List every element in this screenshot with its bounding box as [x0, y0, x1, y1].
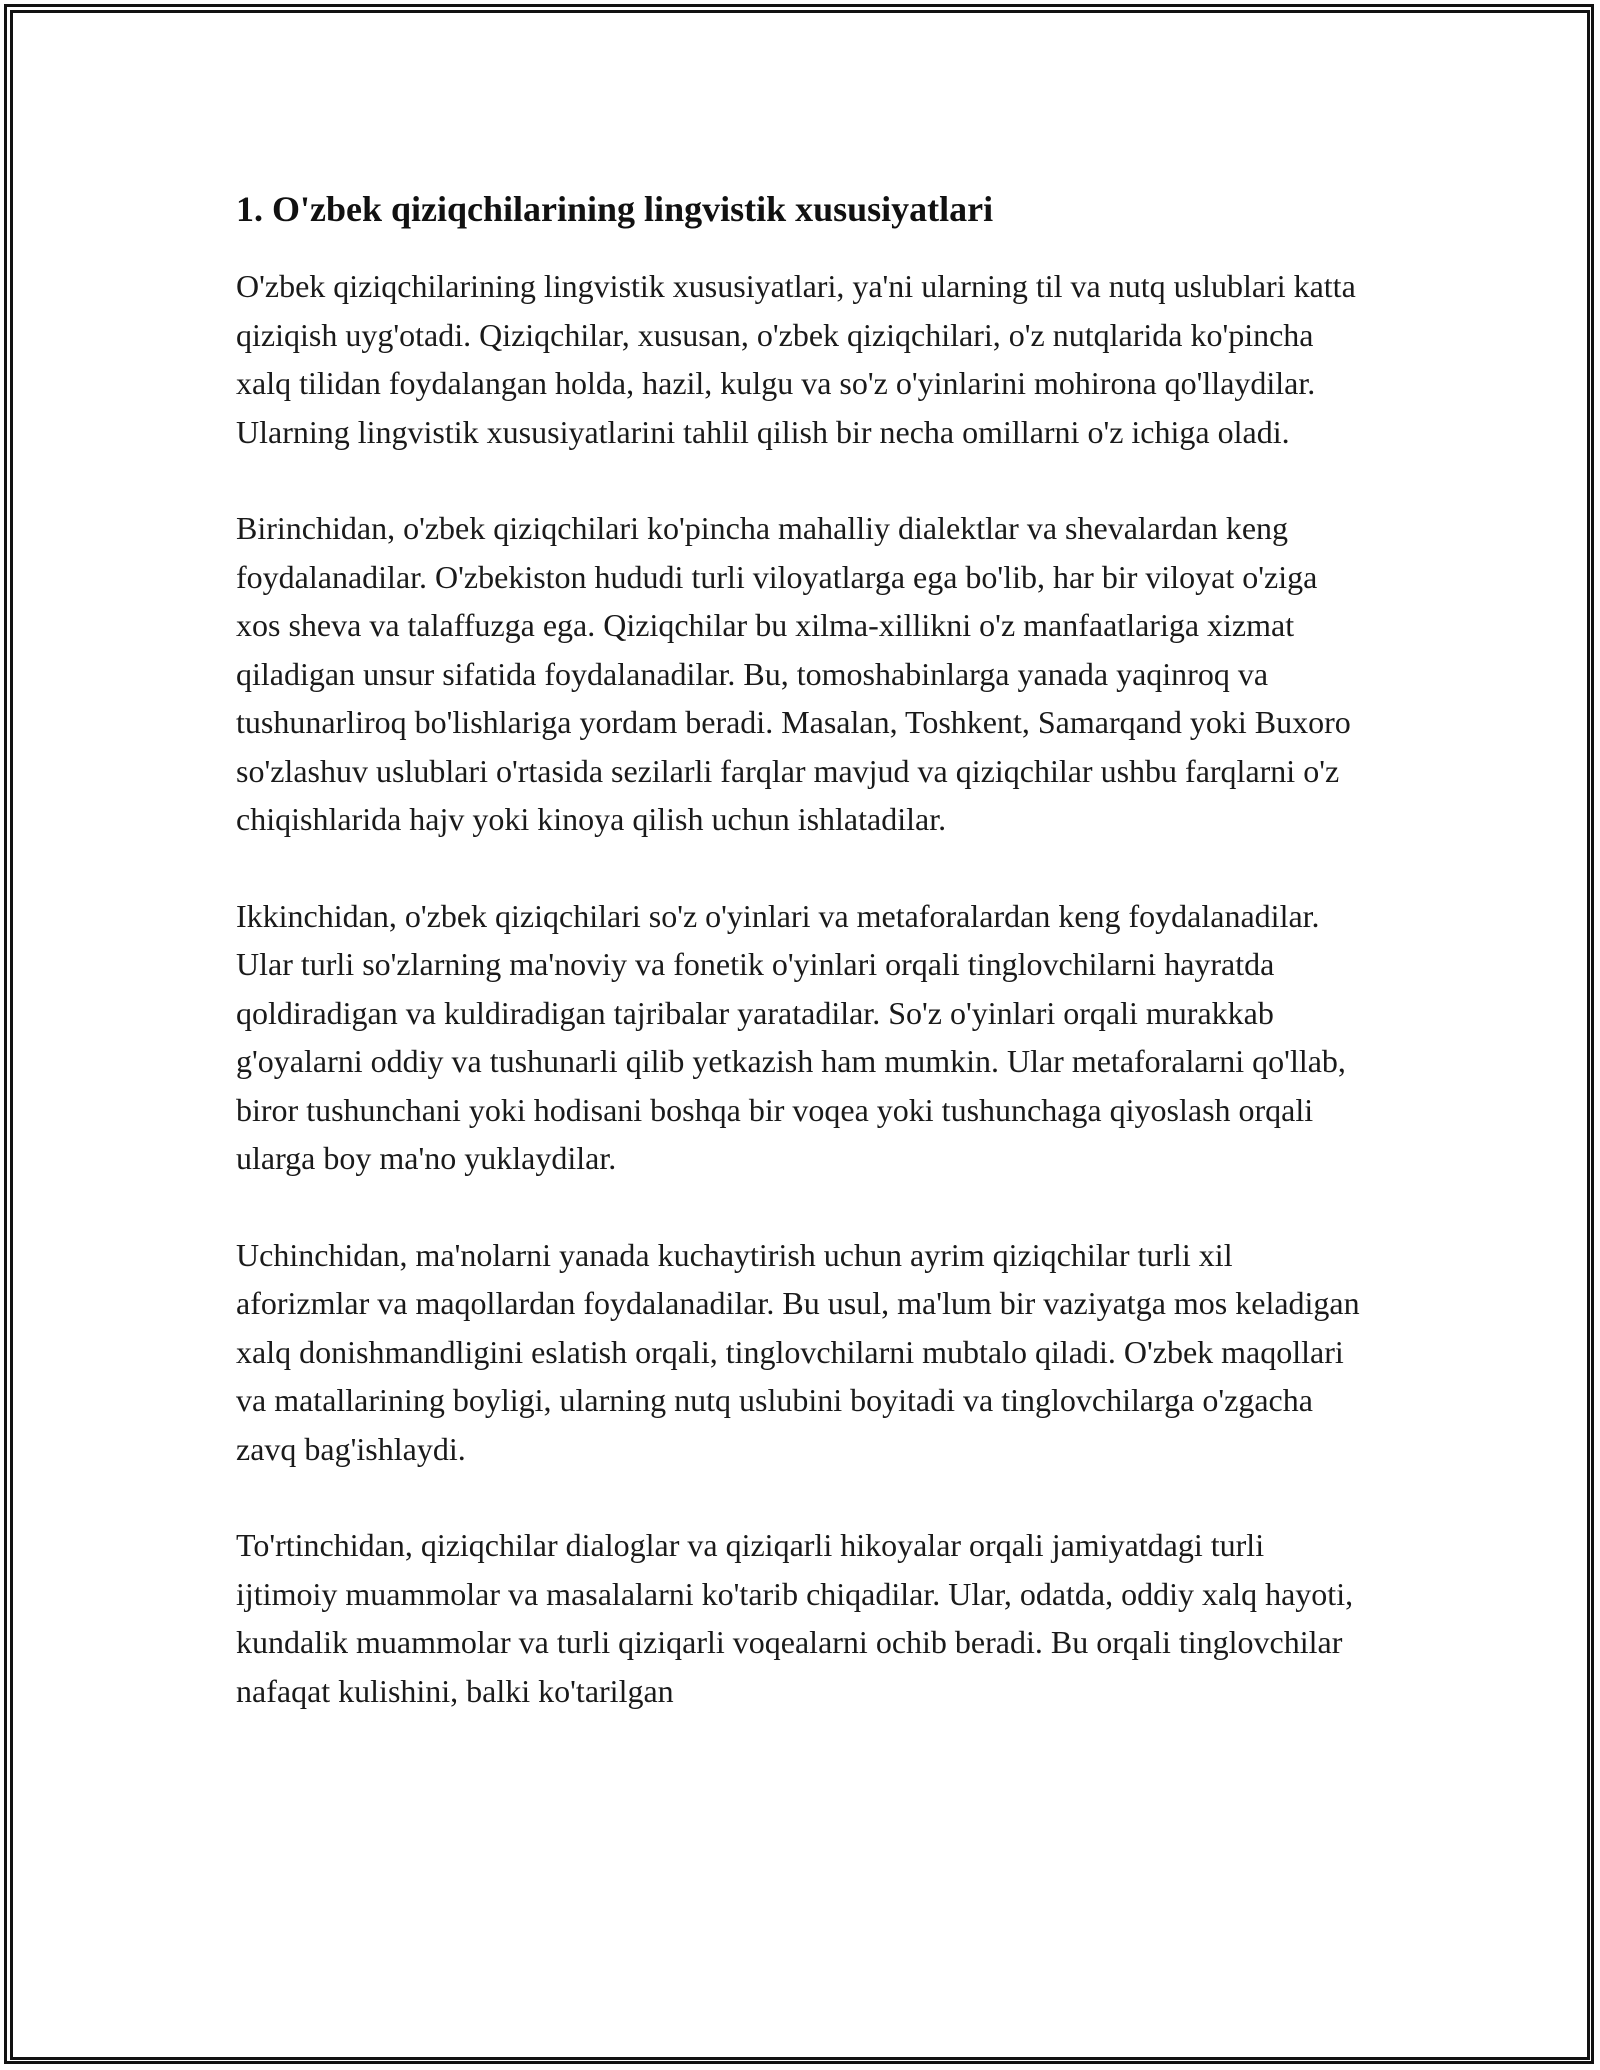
paragraph-first-point: Birinchidan, o'zbek qiziqchilari ko'pincha mahalliy dialektlar va shevalardan keng foydalanadilar. O'zbekiston hududi turli viloyatlarga ega bo'lib, har bir viloyat o'ziga xos sheva va talaffuzga ega. Qiziqchilar bu xilma-xillikni o'z manfaatlariga xizmat qiladigan unsur sifatida foydalanadilar. Bu, tomoshabinlarga yanada yaqinroq va tushunarliroq bo'lishlariga yordam beradi. Masalan, Toshkent, Samarqand yoki Buxoro so'zlashuv uslublari o'rtasida sezilarli farqlar mavjud va qiziqchilar ushbu farqlarni o'z chiqishlarida hajv yoki kinoya qilish uchun ishlatadilar. — [236, 510, 1351, 837]
paragraph-intro: O'zbek qiziqchilarining lingvistik xususiyatlari, ya'ni ularning til va nutq uslublari katta qiziqish uyg'otadi. Qiziqchilar, xususan, o'zbek qiziqchilari, o'z nutqlarida ko'pincha xalq tilidan foydalangan holda, hazil, kulgu va so'z o'yinlarini mohirona qo'llaydilar. Ularning lingvistik xususiyatlarini tahlil qilish bir necha omillarni o'z ichiga oladi. — [236, 268, 1356, 450]
paragraph-third-point: Uchinchidan, ma'nolarni yanada kuchaytirish uchun ayrim qiziqchilar turli xil aforizmlar va maqollardan foydalanadilar. Bu usul, ma'lum bir vaziyatga mos keladigan xalq donishmandligini eslatish orqali, tinglovchilarni mubtalo qiladi. O'zbek maqollari va matallarining boyligi, ularning nutq uslubini boyitadi va tinglovchilarga o'zgacha zavq bag'ishlaydi. — [236, 1236, 1360, 1467]
section-heading: 1. O'zbek qiziqchilarining lingvistik xususiyatlari — [236, 189, 994, 229]
document-body — [236, 186, 1366, 1763]
paragraph-second-point: Ikkinchidan, o'zbek qiziqchilari so'z o'yinlari va metaforalardan keng foydalanadilar. Ular turli so'zlarning ma'noviy va fonetik o'yinlari orqali tinglovchilarni hayratda qoldiradigan va kuldiradigan tajribalar yaratadilar. So'z o'yinlari orqali murakkab g'oyalarni oddiy va tushunarli qilib yetkazish ham mumkin. Ular metaforalarni qo'llab, biror tushunchani yoki hodisani boshqa bir voqea yoki tushunchaga qiyoslash orqali ularga boy ma'no yuklaydilar. — [236, 897, 1346, 1176]
paragraph-fourth-point: To'rtinchidan, qiziqchilar dialoglar va qiziqarli hikoyalar orqali jamiyatdagi turli ijtimoiy muammolar va masalalarni ko'tarib chiqadilar. Ular, odatda, oddiy xalq hayoti, kundalik muammolar va turli qiziqarli voqealarni ochib beradi. Bu orqali tinglovchilar nafaqat kulishini, balki ko'tarilgan — [236, 1527, 1354, 1709]
